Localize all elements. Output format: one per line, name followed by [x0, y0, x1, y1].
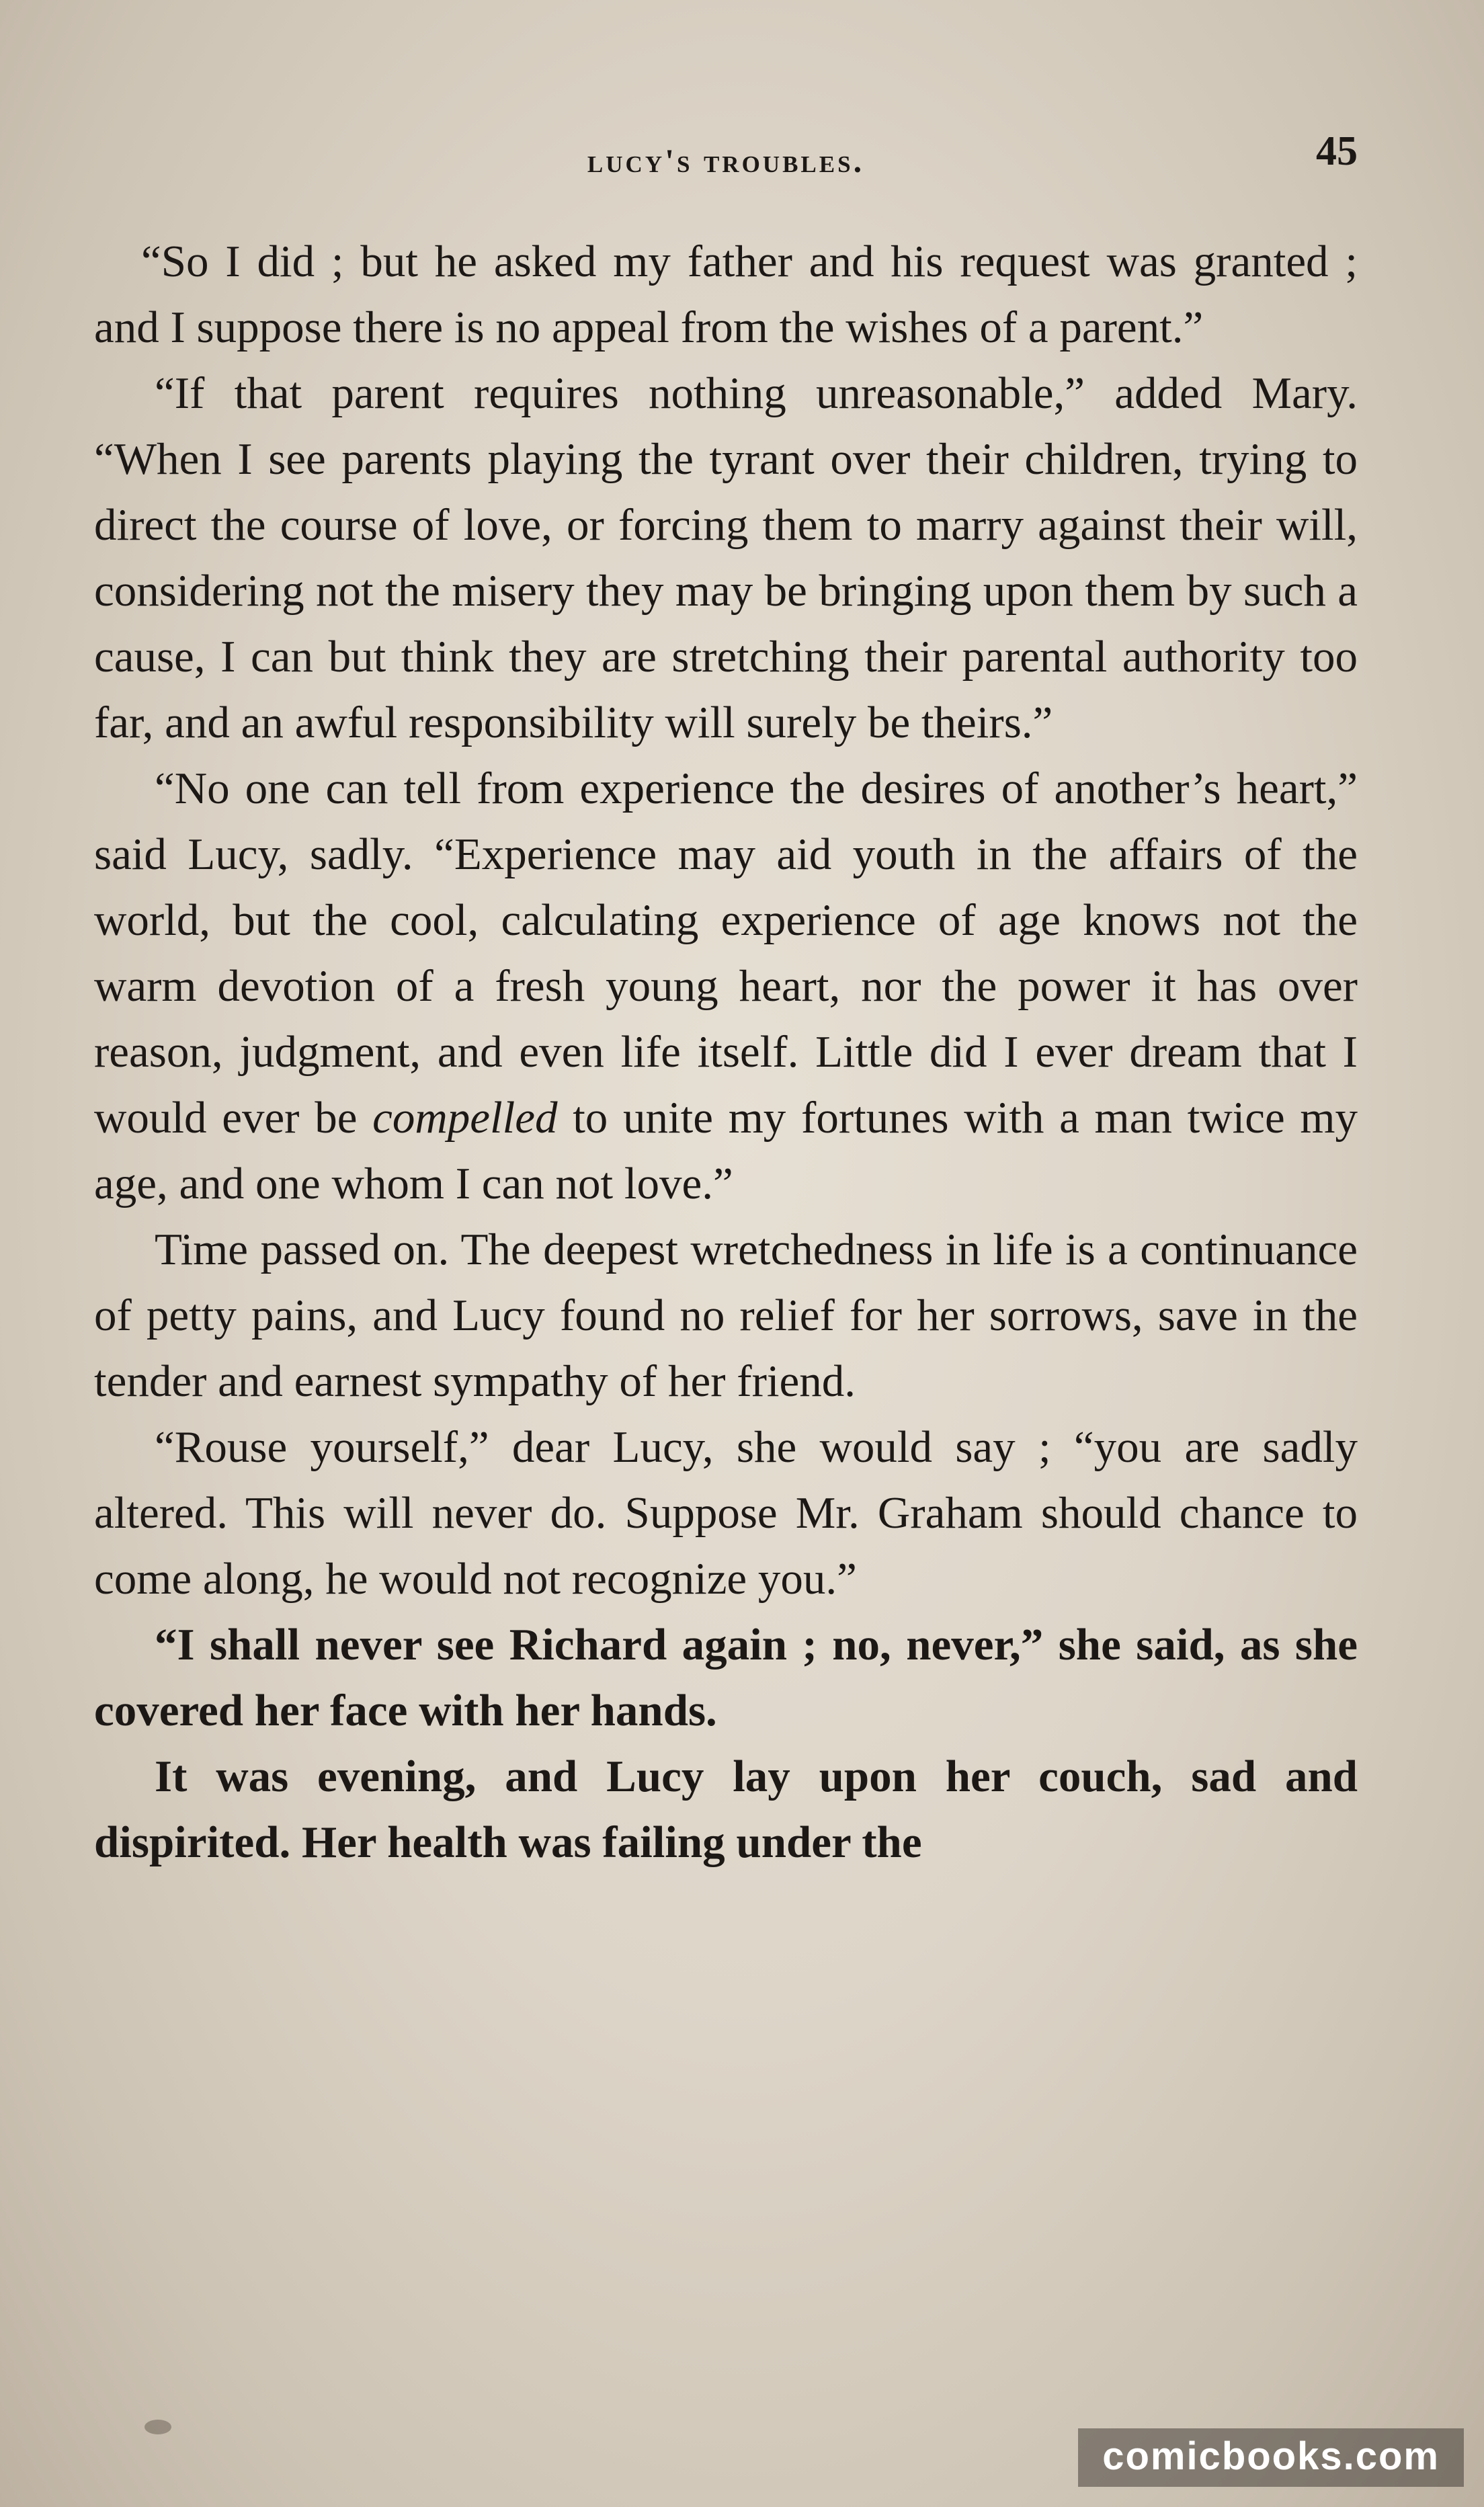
- ink-smudge: [145, 2420, 171, 2434]
- watermark-logo: comicbooks.com: [1078, 2428, 1464, 2487]
- paragraph-6: “I shall never see Richard again ; no, never,” she said, as she covered her face with her hands.: [94, 1620, 1358, 1735]
- paragraph-3: [94, 755, 1358, 1217]
- paragraph-3-part-1: “No one can tell from experience the desires of another’s heart,” said Lucy, sadly. “Experience may aid youth in the affairs of the world, but the cool, calculating experience of age knows not the warm devotion of a fresh young heart, nor the power it has over reason, judgment, and even life itself. Little did I ever dream that I would ever be: [94, 764, 1358, 1143]
- paragraph-4: Time passed on. The deepest wretchedness in life is a continuance of petty pains, and Lucy found no relief for her sorrows, save in the tender and earnest sympathy of her friend.: [94, 1225, 1358, 1406]
- page-number: 45: [1316, 128, 1358, 174]
- page-header: [94, 128, 1358, 202]
- running-head: lucy's troubles.: [587, 142, 865, 179]
- paragraph-3-italic: compelled: [372, 1093, 558, 1143]
- paragraph-1: “So I did ; but he asked my father and his request was granted ; and I suppose there is no appeal from the wishes of a parent.”: [94, 237, 1358, 352]
- paragraph-7: It was evening, and Lucy lay upon her couch, sad and dispirited. Her health was failing under the: [94, 1752, 1358, 1867]
- paragraph-2: “If that parent requires nothing unreasonable,” added Mary. “When I see parents playing the tyrant over their children, trying to direct the course of love, or forcing them to marry against their will, considering not the misery they may be bringing upon them by such a cause, I can but think they are stretching their parental authority too far, and an awful responsibility will surely be theirs.”: [94, 368, 1358, 747]
- paragraph-5: “Rouse yourself,” dear Lucy, she would say ; “you are sadly altered. This will never do. Suppose Mr. Graham should chance to come along, he would not recognize you.”: [94, 1422, 1358, 1604]
- paragraph-3-part-2: to unite my fortunes with a man twice my age, and one whom I can not love.”: [94, 1093, 1358, 1208]
- body-text: [94, 229, 1358, 1875]
